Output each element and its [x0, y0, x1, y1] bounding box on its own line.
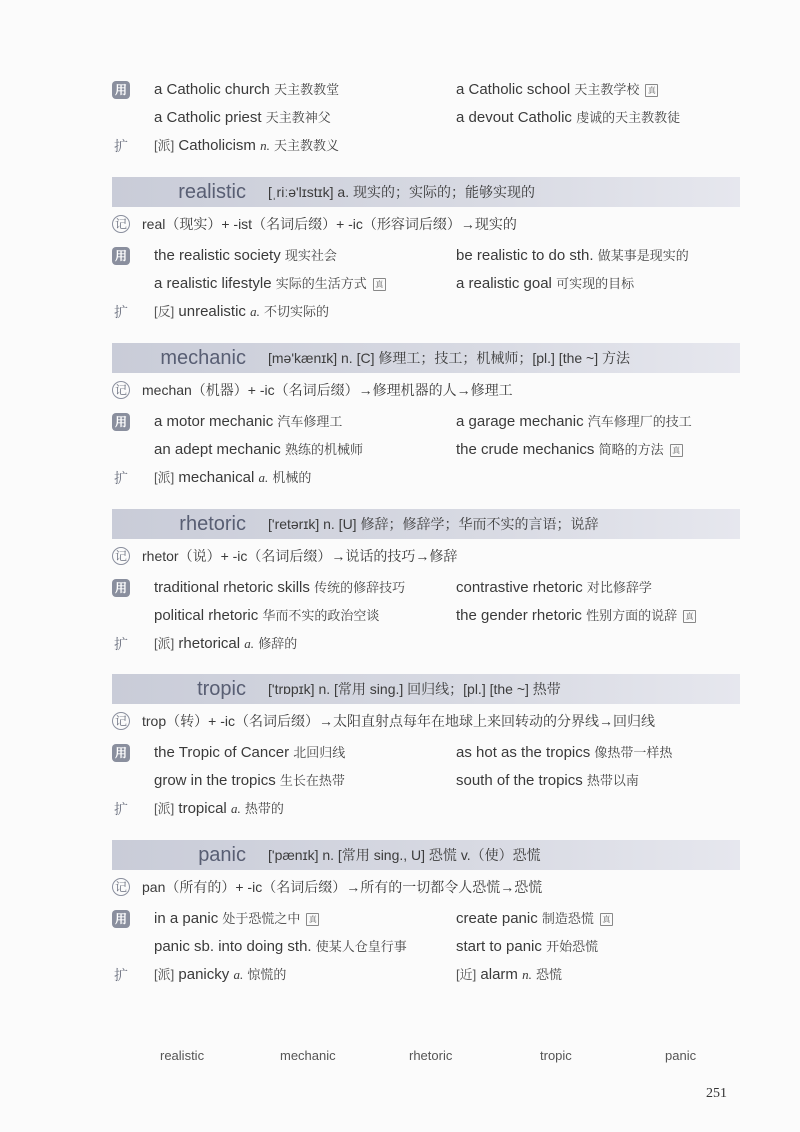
usage-translation: 对比修辞学: [586, 581, 652, 596]
usage-phrase: the gender rhetoric: [456, 607, 582, 624]
usage-translation: 天主教神父: [265, 111, 331, 126]
usage-icon: 用: [112, 81, 130, 99]
usage-phrase: a motor mechanic: [154, 413, 274, 430]
headword: panic: [198, 844, 246, 866]
usage-row: [112, 575, 742, 601]
footer-word: rhetoric: [409, 1048, 453, 1063]
usage-icon: 用: [112, 910, 130, 928]
definition: ['pænɪk] n. [常用 sing., U] 恐慌 v.（使）恐慌: [268, 847, 541, 863]
related-word: unrealistic: [178, 303, 246, 320]
usage-translation: 天主教学校: [574, 83, 640, 98]
extension-row: [112, 631, 742, 657]
extension-icon: 扩: [114, 304, 128, 320]
extension-row: [112, 962, 742, 988]
usage-phrase: panic sb. into doing sth.: [154, 938, 312, 955]
part-of-speech: n.: [522, 967, 532, 982]
usage-translation: 简略的方法: [598, 443, 664, 458]
usage-phrase: in a panic: [154, 910, 219, 927]
headword: tropic: [197, 678, 246, 700]
extension-row: [112, 299, 742, 325]
related-translation: 机械的: [272, 471, 312, 486]
usage-row: [112, 105, 742, 131]
entry-header-mechanic: [112, 343, 740, 373]
exam-mark-icon: 真: [600, 913, 613, 926]
usage-phrase: an adept mechanic: [154, 441, 281, 458]
exam-mark-icon: 真: [645, 84, 658, 97]
part-of-speech: a.: [250, 304, 260, 319]
usage-icon: 用: [112, 579, 130, 597]
extension-icon: 扩: [114, 636, 128, 652]
extension-icon: 扩: [114, 138, 128, 154]
page-number: 251: [706, 1086, 727, 1101]
usage-icon: 用: [112, 744, 130, 762]
memory-text: mechan（机器）+ -ic（名词后缀）→修理机器的人→修理工: [142, 382, 513, 398]
definition: ['trɒpɪk] n. [常用 sing.] 回归线；[pl.] [the ~] 热带: [268, 681, 561, 697]
memory-row: [112, 874, 742, 900]
entry-header-panic: [112, 840, 740, 870]
usage-row: [112, 409, 742, 435]
related-translation: 天主教教义: [274, 139, 340, 154]
usage-row: [112, 243, 742, 269]
relation-tag: [派]: [154, 470, 175, 485]
usage-translation: 天主教教堂: [274, 83, 340, 98]
definition: ['retərɪk] n. [U] 修辞；修辞学；华而不实的言语；说辞: [268, 516, 599, 532]
extension-icon: 扩: [114, 470, 128, 486]
usage-row: [112, 437, 742, 463]
usage-phrase: grow in the tropics: [154, 772, 276, 789]
memory-text: real（现实）+ -ist（名词后缀）+ -ic（形容词后缀）→现实的: [142, 216, 517, 232]
usage-icon: 用: [112, 247, 130, 265]
usage-translation: 华而不实的政治空谈: [262, 609, 380, 624]
related-word: panicky: [178, 966, 230, 983]
footer-word: tropic: [540, 1048, 572, 1063]
usage-row: [112, 768, 742, 794]
definition: [ˌriːə'lɪstɪk] a. 现实的；实际的；能够实现的: [268, 184, 535, 200]
memory-row: [112, 211, 742, 237]
memory-text: rhetor（说）+ -ic（名词后缀）→说话的技巧→修辞: [142, 548, 458, 564]
usage-translation: 传统的修辞技巧: [314, 581, 406, 596]
related-translation: 不切实际的: [264, 305, 330, 320]
headword: realistic: [178, 181, 246, 203]
usage-translation: 制造恐慌: [541, 912, 594, 927]
memory-text: pan（所有的）+ -ic（名词后缀）→所有的一切都令人恐慌→恐慌: [142, 879, 543, 895]
usage-translation: 熟练的机械师: [284, 443, 363, 458]
relation-tag: [派]: [154, 636, 175, 651]
memory-icon: 记: [112, 215, 130, 233]
usage-phrase: a garage mechanic: [456, 413, 584, 430]
exam-mark-icon: 真: [306, 913, 319, 926]
related-word: Catholicism: [178, 137, 256, 154]
usage-translation: 现实社会: [284, 249, 337, 264]
usage-phrase: a Catholic priest: [154, 109, 262, 126]
usage-translation: 热带以南: [586, 774, 639, 789]
part-of-speech: a.: [233, 967, 244, 982]
usage-translation: 汽车修理厂的技工: [587, 415, 692, 430]
usage-row: [112, 934, 742, 960]
usage-translation: 生长在热带: [279, 774, 345, 789]
entry-header-rhetoric: [112, 509, 740, 539]
usage-translation: 实际的生活方式: [275, 277, 367, 292]
entry-header-realistic: [112, 177, 740, 207]
usage-translation: 可实现的目标: [556, 277, 635, 292]
part-of-speech: a.: [230, 801, 241, 816]
usage-phrase: a Catholic school: [456, 81, 571, 98]
usage-phrase: a Catholic church: [154, 81, 270, 98]
entry-header-tropic: [112, 674, 740, 704]
usage-translation: 汽车修理工: [277, 415, 343, 430]
relation-tag: [派]: [154, 967, 175, 982]
usage-phrase: south of the tropics: [456, 772, 583, 789]
usage-phrase: traditional rhetoric skills: [154, 579, 310, 596]
usage-row: [112, 740, 742, 766]
usage-phrase: as hot as the tropics: [456, 744, 591, 761]
usage-row: [112, 271, 742, 297]
memory-row: [112, 377, 742, 403]
extension-icon: 扩: [114, 967, 128, 983]
usage-icon: 用: [112, 413, 130, 431]
related-translation: 恐慌: [536, 968, 563, 983]
usage-phrase: a devout Catholic: [456, 109, 572, 126]
usage-translation: 做某事是现实的: [597, 249, 689, 264]
usage-row: [112, 603, 742, 629]
footer-word: panic: [665, 1048, 697, 1063]
usage-phrase: the crude mechanics: [456, 441, 595, 458]
headword: mechanic: [160, 347, 246, 369]
usage-phrase: a realistic goal: [456, 275, 552, 292]
part-of-speech: a.: [258, 470, 269, 485]
usage-translation: 像热带一样热: [594, 746, 673, 761]
extension-row: [112, 133, 742, 159]
footer-word-index: [0, 1048, 800, 1068]
usage-phrase: political rhetoric: [154, 607, 259, 624]
usage-translation: 虔诚的天主教教徒: [576, 111, 681, 126]
related-translation: 热带的: [244, 802, 284, 817]
usage-row: [112, 906, 742, 932]
part-of-speech: a.: [244, 636, 255, 651]
relation-tag: [派]: [154, 801, 175, 816]
related-translation: 修辞的: [258, 637, 298, 652]
related-translation: 惊慌的: [247, 968, 287, 983]
extension-row: [112, 465, 742, 491]
relation-tag: [派]: [154, 138, 175, 153]
usage-phrase: start to panic: [456, 938, 542, 955]
related-word: rhetorical: [178, 635, 241, 652]
usage-phrase: the realistic society: [154, 247, 281, 264]
relation-tag: [反]: [154, 304, 175, 319]
related-word: mechanical: [178, 469, 255, 486]
extension-row: [112, 796, 742, 822]
memory-row: [112, 543, 742, 569]
memory-icon: 记: [112, 381, 130, 399]
related-word: tropical: [178, 800, 227, 817]
related-word: alarm: [480, 966, 518, 983]
exam-mark-icon: 真: [683, 610, 696, 623]
memory-text: trop（转）+ -ic（名词后缀）→太阳直射点每年在地球上来回转动的分界线→回归线: [142, 713, 655, 729]
usage-row: [112, 77, 742, 103]
headword: rhetoric: [179, 513, 246, 535]
usage-translation: 北回归线: [293, 746, 346, 761]
usage-phrase: contrastive rhetoric: [456, 579, 583, 596]
usage-translation: 开始恐慌: [546, 940, 599, 955]
usage-translation: 使某人仓皇行事: [315, 940, 407, 955]
memory-row: [112, 708, 742, 734]
memory-icon: 记: [112, 547, 130, 565]
relation-tag: [近]: [456, 967, 477, 982]
usage-phrase: a realistic lifestyle: [154, 275, 272, 292]
extension-icon: 扩: [114, 801, 128, 817]
usage-phrase: be realistic to do sth.: [456, 247, 594, 264]
usage-phrase: create panic: [456, 910, 538, 927]
exam-mark-icon: 真: [670, 444, 683, 457]
memory-icon: 记: [112, 712, 130, 730]
definition: [mə'kænɪk] n. [C] 修理工；技工；机械师；[pl.] [the ~] 方法: [268, 350, 631, 366]
exam-mark-icon: 真: [373, 278, 386, 291]
footer-word: mechanic: [280, 1048, 336, 1063]
usage-phrase: the Tropic of Cancer: [154, 744, 290, 761]
footer-word: realistic: [160, 1048, 205, 1063]
part-of-speech: n.: [260, 138, 270, 153]
usage-translation: 处于恐慌之中: [222, 912, 301, 927]
memory-icon: 记: [112, 878, 130, 896]
usage-translation: 性别方面的说辞: [586, 609, 678, 624]
